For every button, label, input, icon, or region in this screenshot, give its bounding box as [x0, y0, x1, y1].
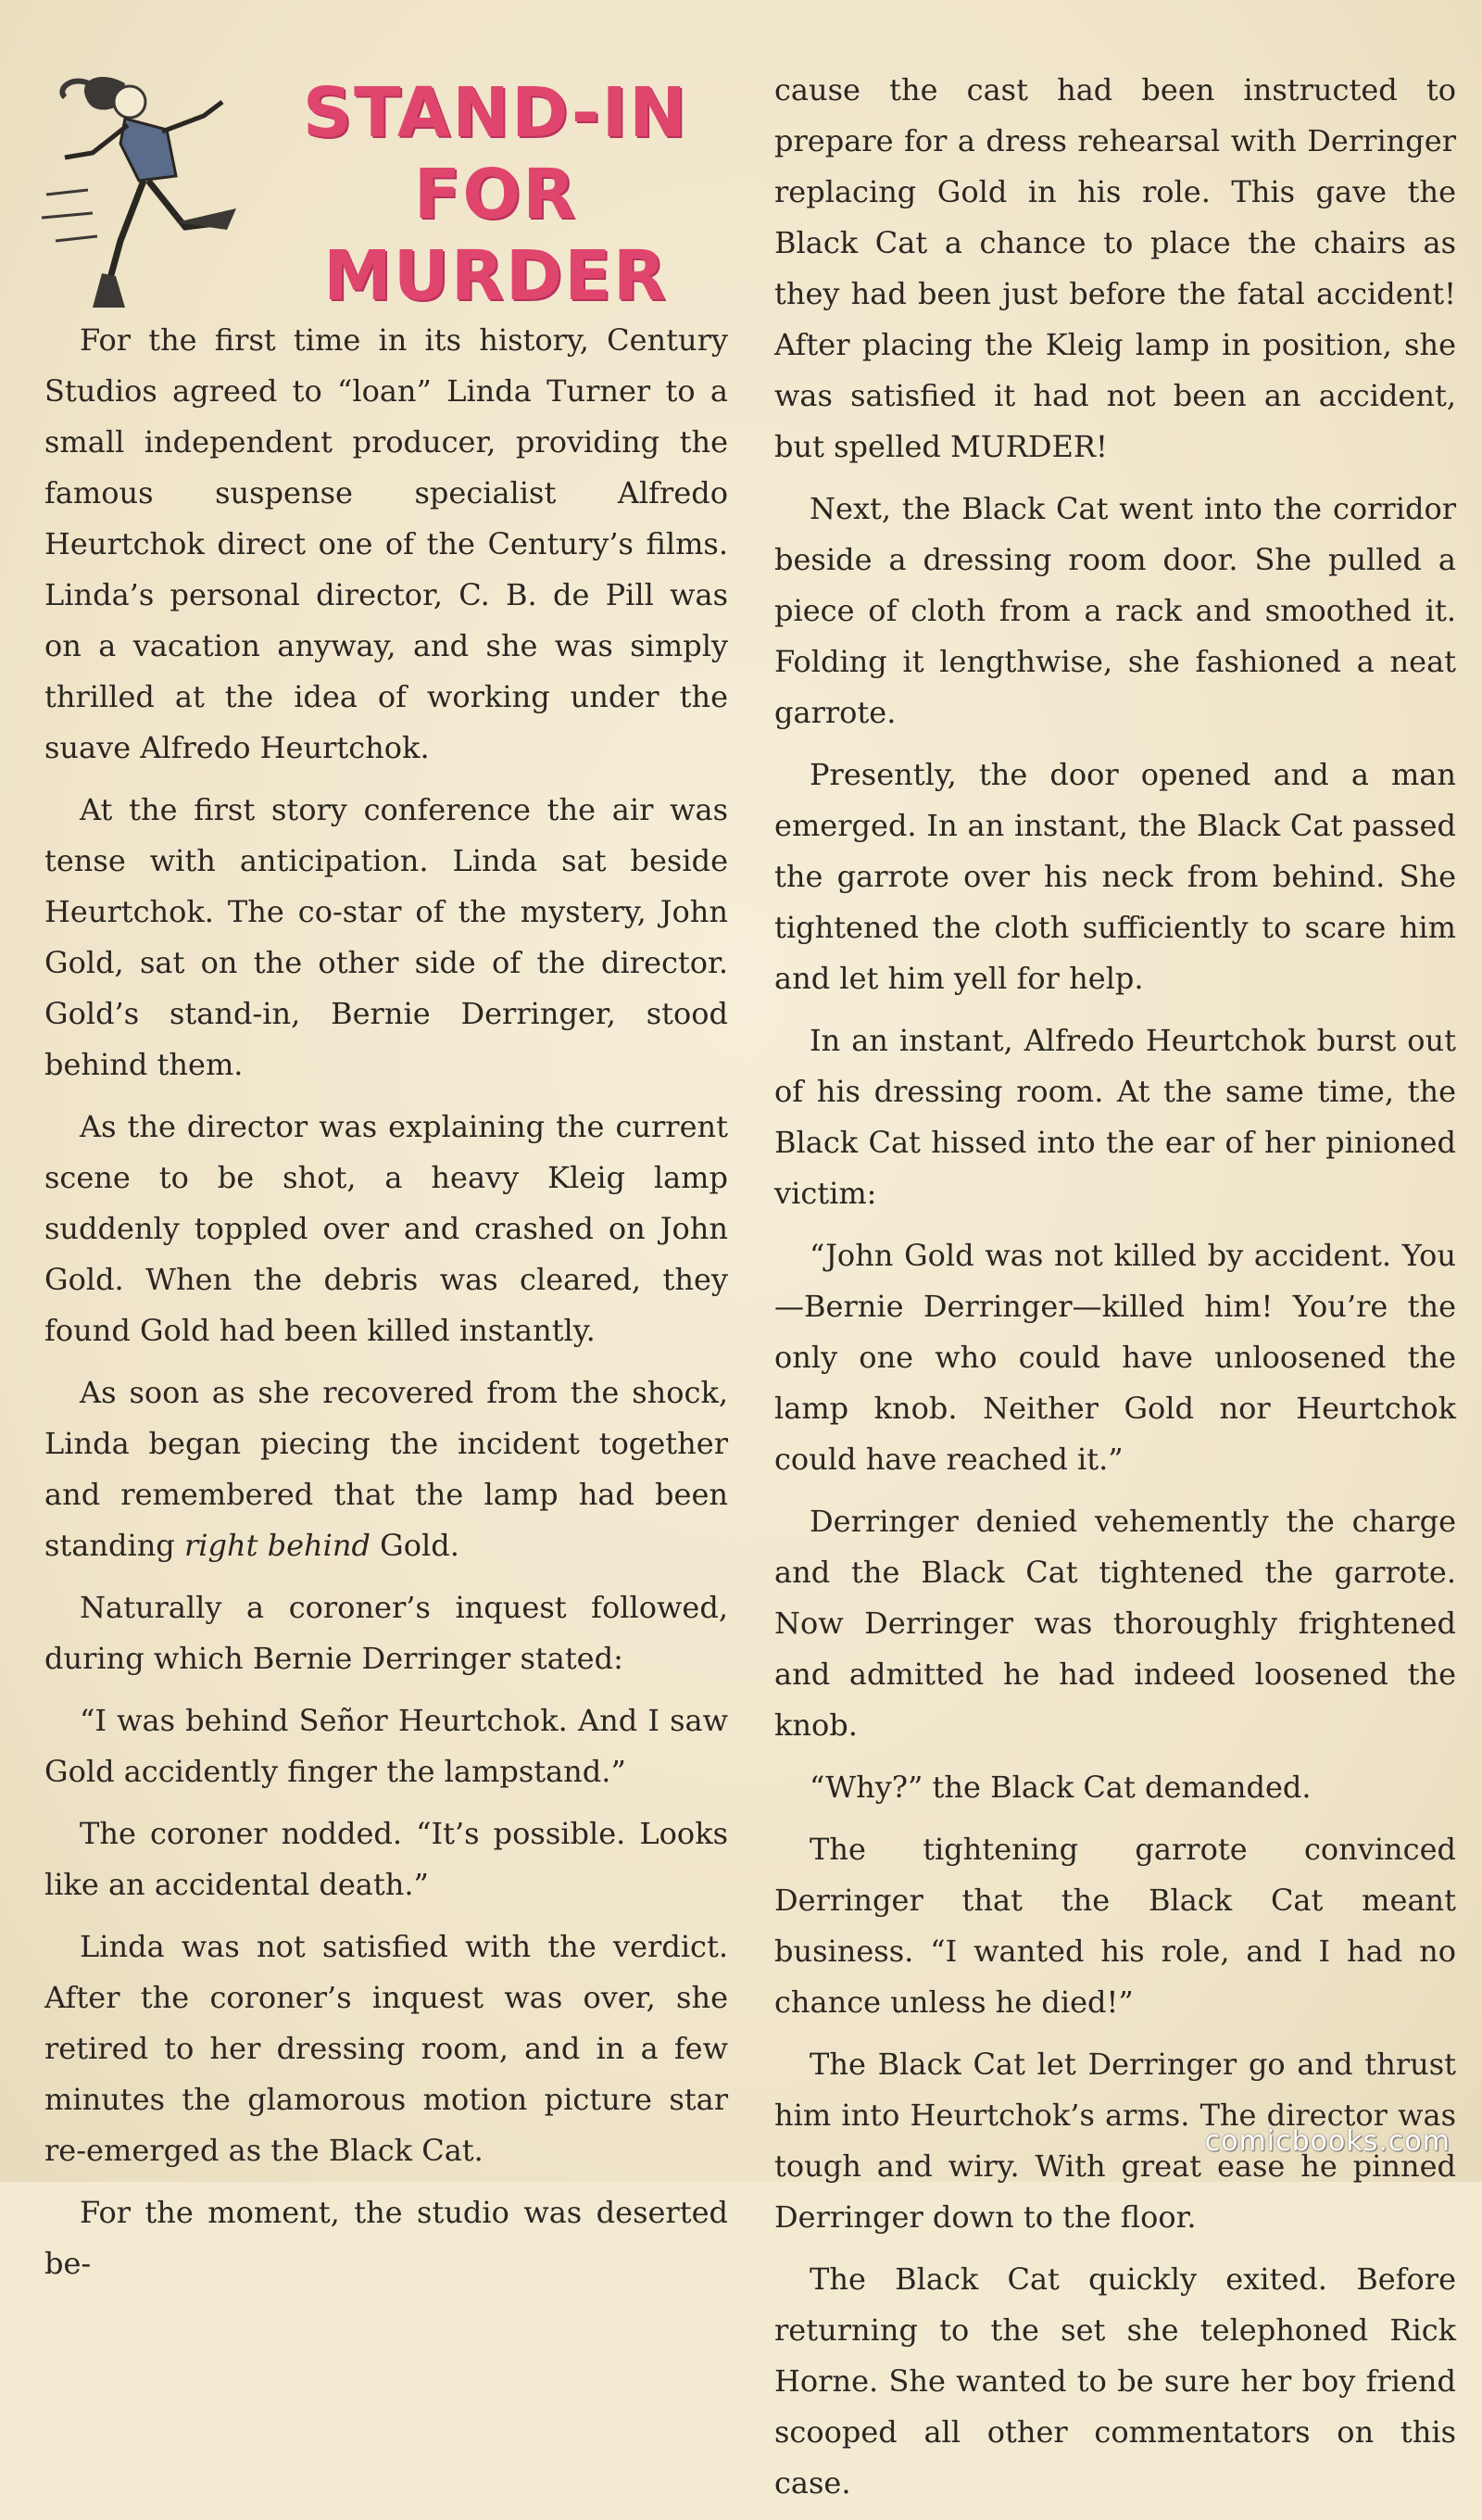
- paragraph: At the first story conference the air was tense with anticipation. Linda sat beside Heurtchok. The co-star of the mystery, John Gold, sat on the other side of the director. Gold’s stand-in, Bernie Derringer, stood behind them.: [44, 792, 728, 1082]
- paragraph: Presently, the door opened and a man emerged. In an instant, the Black Cat passed the garrote over his neck from behind. She tightened the cloth sufficiently to scare him and let him yell for help.: [774, 757, 1456, 996]
- paragraph: Derringer denied vehemently the charge and the Black Cat tightened the garrote. Now Derringer was thoroughly frightened and admitted he had indeed loosened the knob.: [774, 1504, 1456, 1743]
- paragraph: “Why?” the Black Cat demanded.: [810, 1770, 1312, 1805]
- paragraph: As the director was explaining the current scene to be shot, a heavy Kleig lamp suddenly toppled over and crashed on John Gold. When the debris was cleared, they found Gold had been killed instantly.: [44, 1109, 728, 1348]
- paragraph: For the first time in its history, Century Studios agreed to “loan” Linda Turner to a small independent producer, providing the famous suspense specialist Alfredo Heurtchok direct one of the Century’s films. Linda’s personal director, C. B. de Pill was on a vacation anyway, and she was simply thrilled at the idea of working under the suave Alfredo Heurtchok.: [44, 322, 728, 765]
- paragraph: For the moment, the studio was deserted be-: [44, 2195, 728, 2281]
- paragraph: Linda was not satisfied with the verdict. After the coroner’s inquest was over, she retired to her dressing room, and in a few minutes the glamorous motion picture star re-emerged as the Black Cat.: [44, 1929, 728, 2168]
- paragraph-text: As soon as she recovered from the shock, Linda began piecing the incident together and remembered that the lamp had been standing: [44, 1375, 728, 1563]
- paragraph: “I was behind Señor Heurtchok. And I saw Gold accidently finger the lampstand.”: [44, 1703, 728, 1789]
- paragraph: Next, the Black Cat went into the corridor beside a dressing room door. She pulled a piece of cloth from a rack and smoothed it. Folding it lengthwise, she fashioned a neat garrote.: [774, 491, 1456, 730]
- left-column: [44, 315, 728, 2300]
- paragraph: In an instant, Alfredo Heurtchok burst out of his dressing room. At the same time, the Black Cat hissed into the ear of her pinioned victim:: [774, 1023, 1456, 1211]
- paragraph: [44, 1367, 728, 1571]
- paragraph: Naturally a coroner’s inquest followed, during which Bernie Derringer stated:: [44, 1590, 728, 1676]
- title-block: [37, 65, 741, 315]
- title-line-2: FOR: [413, 155, 578, 234]
- paragraph: cause the cast had been instructed to prepare for a dress rehearsal with Derringer replacing Gold in his role. This gave the Black Cat a chance to place the chairs as they had been just before the fatal accident! After placing the Kleig lamp in position, she was satisfied it had not been an accident, but spelled MURDER!: [774, 72, 1456, 464]
- paragraph: The Black Cat quickly exited. Before returning to the set she telephoned Rick Horne. She wanted to be sure her boy friend scooped all other commentators on this case.: [774, 2262, 1456, 2501]
- emphasis-text: right behind: [183, 1528, 370, 1563]
- paragraph: The Black Cat let Derringer go and thrust him into Heurtchok’s arms. The director was tough and wiry. With great ease he pinned Derringer down to the floor.: [774, 2047, 1456, 2235]
- paragraph: The tightening garrote convinced Derringer that the Black Cat meant business. “I wanted his role, and I had no chance unless he died!”: [774, 1832, 1456, 2020]
- story-title: [245, 72, 746, 317]
- paragraph-text: Gold.: [380, 1528, 459, 1563]
- paragraph: The coroner nodded. “It’s possible. Looks like an accidental death.”: [44, 1816, 728, 1902]
- title-line-3: MURDER: [323, 236, 668, 316]
- running-woman-icon: [37, 65, 250, 315]
- paragraph: “John Gold was not killed by accident. You—Bernie Derringer—killed him! You’re the only one who could have unloosened the lamp knob. Neither Gold nor Heurtchok could have reached it.”: [774, 1238, 1456, 1477]
- title-line-1: STAND-IN: [302, 73, 689, 153]
- watermark: comicbooks.com: [1204, 2125, 1451, 2158]
